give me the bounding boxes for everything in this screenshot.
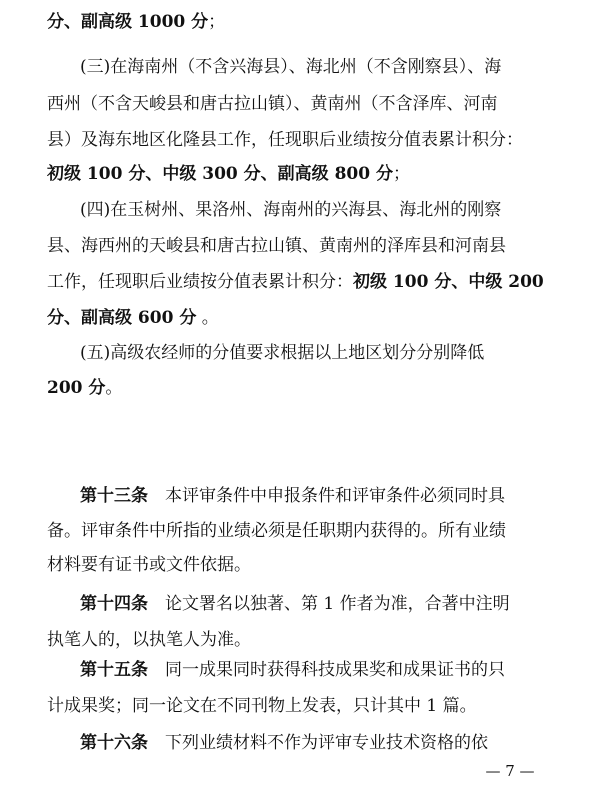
text-segment: 分、副高级 1000 分 xyxy=(47,12,209,32)
text-line xyxy=(80,341,557,365)
text-segment: 第十三条 xyxy=(80,486,148,506)
text-segment: 第十四条 xyxy=(80,594,148,614)
text-segment: 初级 100 分、中级 300 分、副高级 800 分 xyxy=(47,164,393,184)
text-segment: 。 xyxy=(196,308,219,328)
text-segment: ； xyxy=(392,164,410,184)
text-line xyxy=(80,592,557,616)
text-line xyxy=(47,270,557,294)
text-segment: 初级 100 分、中级 200 xyxy=(353,272,544,292)
text-segment: 第十六条 xyxy=(80,733,148,753)
text-segment: 第十五条 xyxy=(80,660,148,680)
text-line xyxy=(47,92,557,116)
text-segment: 西州（不含天峻县和唐古拉山镇）、黄南州（不含泽库、河南 xyxy=(47,94,498,114)
text-line xyxy=(47,234,557,258)
text-segment: 。 xyxy=(105,378,123,398)
text-segment: 备。评审条件中所指的业绩必须是任职期内获得的。所有业绩 xyxy=(47,521,506,541)
text-line xyxy=(47,162,557,186)
text-segment: (五)高级农经师的分值要求根据以上地区划分分别降低 xyxy=(80,343,485,363)
text-segment: 县、海西州的天峻县和唐古拉山镇、黄南州的泽库县和河南县 xyxy=(47,236,506,256)
page-number: — 7 — xyxy=(485,762,535,780)
text-segment: 材料要有证书或文件依据。 xyxy=(47,555,251,575)
text-line xyxy=(80,484,557,508)
text-line xyxy=(47,553,557,577)
text-line xyxy=(47,694,557,718)
text-segment: 计成果奖；同一论文在不同刊物上发表，只计其中 1 篇。 xyxy=(47,696,477,716)
text-line xyxy=(80,198,557,222)
text-segment: (三)在海南州（不含兴海县）、海北州（不含刚察县）、海 xyxy=(80,57,502,77)
text-segment: 本评审条件中申报条件和评审条件必须同时具 xyxy=(148,486,505,506)
text-line xyxy=(47,376,557,400)
text-line xyxy=(47,306,557,330)
text-line xyxy=(80,731,557,755)
text-line xyxy=(47,628,557,652)
text-line xyxy=(47,10,557,34)
text-segment: 执笔人的，以执笔人为准。 xyxy=(47,630,251,650)
text-segment: (四)在玉树州、果洛州、海南州的兴海县、海北州的刚察 xyxy=(80,200,502,220)
text-segment: ； xyxy=(208,12,226,32)
text-segment: 论文署名以独著、第 1 作者为准，合著中注明 xyxy=(148,594,510,614)
text-line xyxy=(47,128,557,152)
text-segment: 下列业绩材料不作为评审专业技术资格的依 xyxy=(148,733,488,753)
text-segment: 200 分 xyxy=(47,378,106,398)
text-line xyxy=(80,55,557,79)
text-segment: 工作，任现职后业绩按分值表累计积分： xyxy=(47,272,353,292)
text-line xyxy=(47,519,557,543)
text-segment: 县）及海东地区化隆县工作，任现职后业绩按分值表累计积分： xyxy=(47,130,523,150)
text-segment: 分、副高级 600 分 xyxy=(47,308,197,328)
text-segment: 同一成果同时获得科技成果奖和成果证书的只 xyxy=(148,660,505,680)
text-line xyxy=(80,658,557,682)
